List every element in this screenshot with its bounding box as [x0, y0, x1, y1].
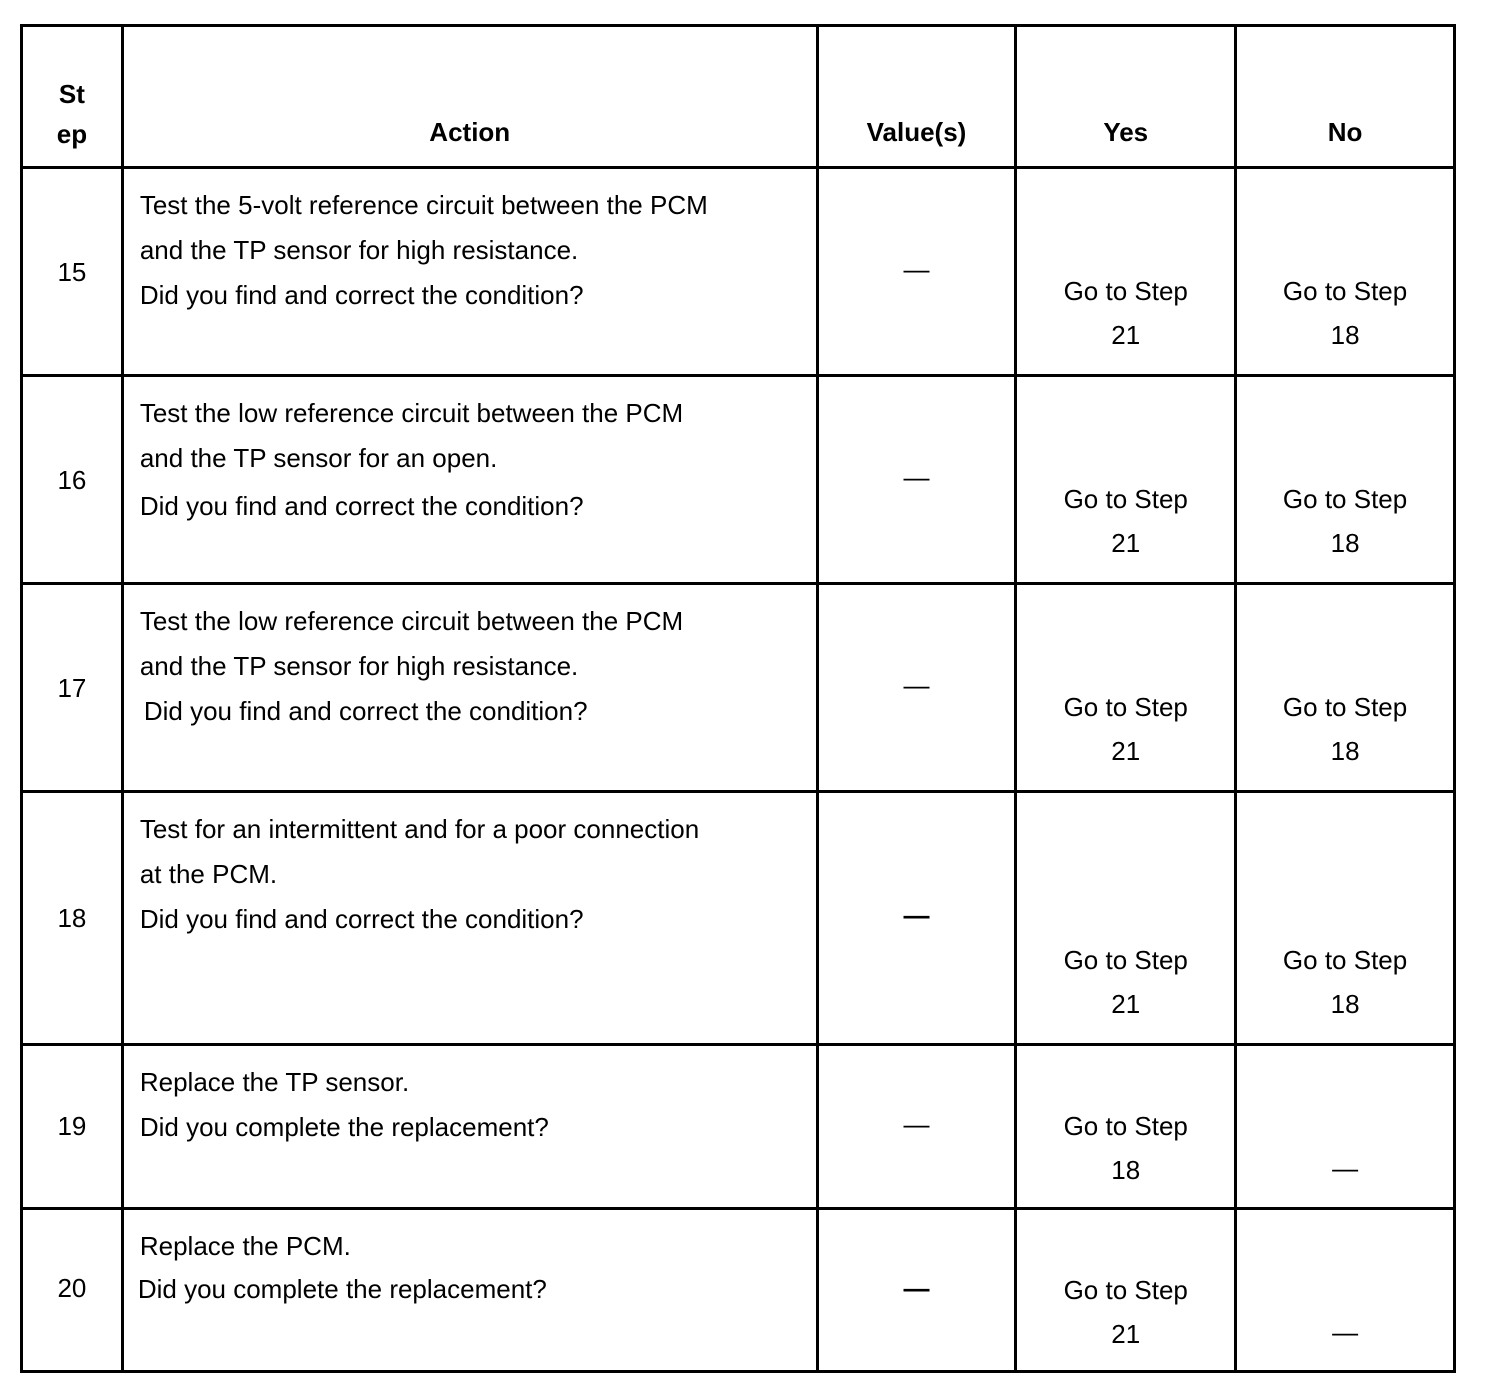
value-cell: —	[817, 168, 1016, 376]
yes-cell: Go to Step 21	[1016, 1209, 1236, 1372]
step-cell: 20	[22, 1209, 123, 1372]
table-row	[22, 1045, 1455, 1209]
table-row	[22, 168, 1455, 376]
no-cell: Go to Step 18	[1236, 168, 1455, 376]
step-cell: 18	[22, 792, 123, 1045]
table-row	[22, 584, 1455, 792]
step-cell: 15	[22, 168, 123, 376]
yes-cell: Go to Step 21	[1016, 168, 1236, 376]
value-cell: —	[817, 584, 1016, 792]
no-cell: Go to Step 18	[1236, 792, 1455, 1045]
yes-cell: Go to Step 21	[1016, 376, 1236, 584]
header-values: Value(s)	[817, 26, 1016, 168]
table-row	[22, 1209, 1455, 1372]
action-cell: Test the low reference circuit between the PCM and the TP sensor for high resistance. Did you find and correct the condition?	[122, 584, 817, 792]
step-cell: 19	[22, 1045, 123, 1209]
header-yes: Yes	[1016, 26, 1236, 168]
yes-cell: Go to Step 18	[1016, 1045, 1236, 1209]
no-cell: Go to Step 18	[1236, 584, 1455, 792]
table-row	[22, 792, 1455, 1045]
value-cell: —	[817, 1045, 1016, 1209]
action-cell: Test the low reference circuit between the PCM and the TP sensor for an open. Did you find and correct the condition?	[122, 376, 817, 584]
value-cell: —	[817, 376, 1016, 584]
value-cell: —	[817, 792, 1016, 1045]
action-cell: Replace the PCM. Did you complete the replacement?	[122, 1209, 817, 1372]
no-cell: —	[1236, 1045, 1455, 1209]
value-cell: —	[817, 1209, 1016, 1372]
action-cell: Test for an intermittent and for a poor connection at the PCM. Did you find and correct the condition?	[122, 792, 817, 1045]
table-row	[22, 376, 1455, 584]
step-cell: 17	[22, 584, 123, 792]
no-cell: —	[1236, 1209, 1455, 1372]
action-cell: Test the 5-volt reference circuit between the PCM and the TP sensor for high resistance. Did you find and correct the condition?	[122, 168, 817, 376]
yes-cell: Go to Step 21	[1016, 584, 1236, 792]
header-row	[22, 26, 1455, 168]
header-no: No	[1236, 26, 1455, 168]
diagnostic-table	[20, 24, 1456, 1373]
header-action: Action	[122, 26, 817, 168]
no-cell: Go to Step 18	[1236, 376, 1455, 584]
step-cell: 16	[22, 376, 123, 584]
header-step: St ep	[22, 26, 123, 168]
yes-cell: Go to Step 21	[1016, 792, 1236, 1045]
action-cell: Replace the TP sensor. Did you complete the replacement?	[122, 1045, 817, 1209]
